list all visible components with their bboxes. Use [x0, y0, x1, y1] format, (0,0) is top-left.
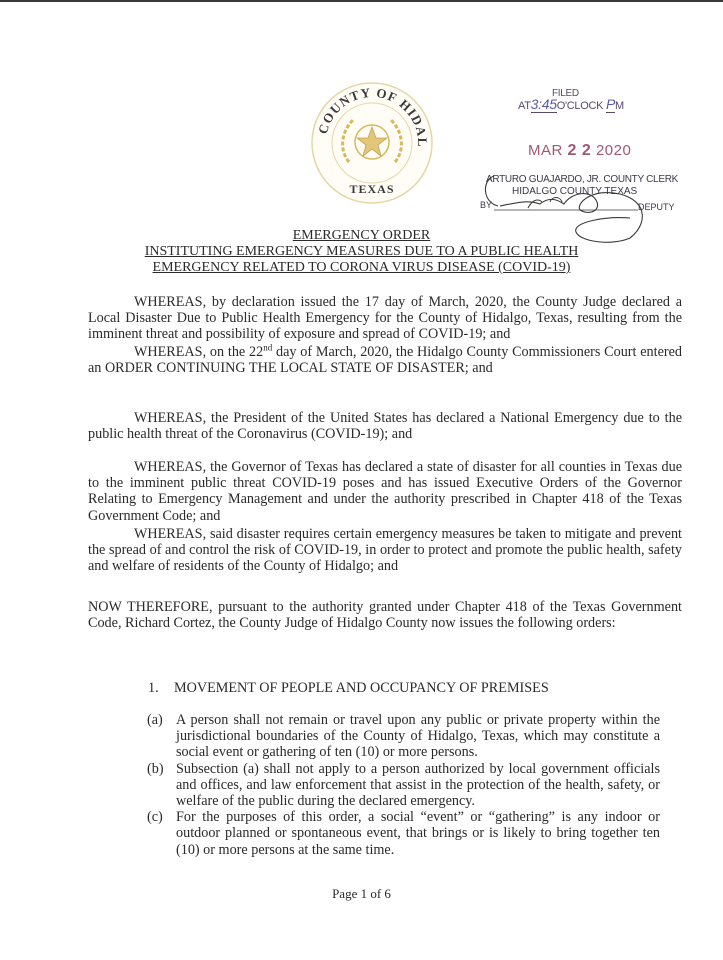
seal-ring-text: COUNTY OF HIDAL — [314, 84, 431, 148]
title-line-1: EMERGENCY ORDER — [292, 228, 431, 243]
seal-graphic — [309, 80, 435, 206]
filed-date — [528, 142, 631, 160]
county-seal — [309, 80, 435, 206]
order-title — [0, 228, 723, 244]
whereas-paragraph-5 — [88, 526, 682, 575]
seal-bottom-text: TEXAS — [349, 182, 395, 196]
order-subtitle-1 — [0, 244, 723, 260]
item-label: (c) — [147, 809, 163, 826]
list-item — [147, 809, 697, 858]
whereas-paragraph-2 — [88, 344, 682, 376]
top-edge-bar — [0, 0, 723, 2]
at-label: AT — [518, 100, 531, 112]
clerk-name: ARTURO GUAJARDO, JR. COUNTY CLERK — [486, 174, 678, 185]
item-text: For the purposes of this order, a social “event” or “gathering” is any indoor or outdoor planned or spontaneous event, that brings or is likely to bring together ten (10) or more persons at the same time. — [176, 809, 660, 858]
filed-month: MAR — [528, 142, 563, 159]
paragraph-text: WHEREAS, said disaster requires certain emergency measures be taken to mitigate and prevent the spread of and control the risk of COVID-19, in order to protect and promote the public health, safety and welfare of residents of the County of Hidalgo; and — [88, 526, 682, 575]
paragraph-text: WHEREAS, by declaration issued the 17 day of March, 2020, the County Judge declared a Local Disaster Due to Public Health Emergency for the County of Hidalgo, Texas, resulting from the imminent threat and possibility of exposure and spread of COVID-19; and — [88, 294, 682, 343]
item-label: (b) — [147, 760, 164, 777]
ordinal-suffix: nd — [263, 342, 273, 353]
whereas-paragraph-1 — [88, 294, 682, 343]
item-text: Subsection (a) shall not apply to a person authorized by local government officials and offices, and law enforcement that assist in the protection of the health, safety, or welfare of the public during the declared emergency. — [176, 760, 660, 810]
oclock-label: O'CLOCK — [556, 100, 604, 112]
paragraph-text: WHEREAS, on the 22 — [134, 344, 264, 360]
title-line-3: EMERGENCY RELATED TO CORONA VIRUS DISEASE (COVID-19) — [152, 260, 571, 275]
item-text: A person shall not remain or travel upon any public or private property within the jurisdictional boundaries of the County of Hidalgo, Texas, which may constitute a social event or gathering of ten (10) or more persons. — [176, 712, 660, 761]
meridiem-suffix: M — [614, 100, 624, 112]
paragraph-text: WHEREAS, the Governor of Texas has declared a state of disaster for all counties in Texas due to the imminent public threat COVID-19 poses and has issued Executive Orders of the Governor Relating to Emergency Management and under the authority prescribed in Chapter 418 of the Texas Government Code; and — [88, 459, 682, 524]
filed-stamp — [480, 88, 680, 248]
paragraph-text: NOW THEREFORE, pursuant to the authority granted under Chapter 418 of the Texas Government Code, Richard Cortez, the County Judge of Hidalgo County now issues the following orders: — [88, 599, 682, 632]
paragraph-text: day of March, 2020, the Hidalgo County Commissioners Court entered an ORDER CONTINUING THE LOCAL STATE OF DISASTER; and — [88, 344, 683, 377]
list-item — [147, 761, 697, 810]
page-number: Page 1 of 6 — [332, 886, 391, 901]
deputy-label: DEPUTY — [638, 202, 675, 212]
filed-year: 2020 — [595, 142, 632, 159]
meridiem-handwritten: P — [605, 96, 615, 112]
now-therefore-paragraph — [88, 599, 682, 631]
section-number: 1. — [148, 680, 159, 696]
whereas-paragraph-3 — [88, 410, 682, 442]
order-subtitle-2 — [0, 260, 723, 276]
filed-label: FILED — [552, 88, 579, 99]
paragraph-text: WHEREAS, the President of the United States has declared a National Emergency due to the public health threat of the Coronavirus (COVID-19); and — [88, 410, 682, 443]
section-heading — [148, 680, 549, 697]
filed-time: 3:45 — [530, 96, 557, 112]
clerk-county: HIDALGO COUNTY TEXAS — [512, 186, 638, 197]
filed-day: 2 2 — [567, 142, 592, 159]
whereas-paragraph-4 — [88, 459, 682, 524]
section-title: MOVEMENT OF PEOPLE AND OCCUPANCY OF PREMISES — [174, 680, 549, 696]
list-item — [147, 712, 697, 761]
item-label: (a) — [147, 712, 163, 728]
title-line-2: INSTITUTING EMERGENCY MEASURES DUE TO A PUBLIC HEALTH — [144, 244, 579, 259]
section-items — [147, 712, 697, 858]
filed-time-line — [518, 88, 624, 112]
by-label: BY — [480, 200, 493, 210]
